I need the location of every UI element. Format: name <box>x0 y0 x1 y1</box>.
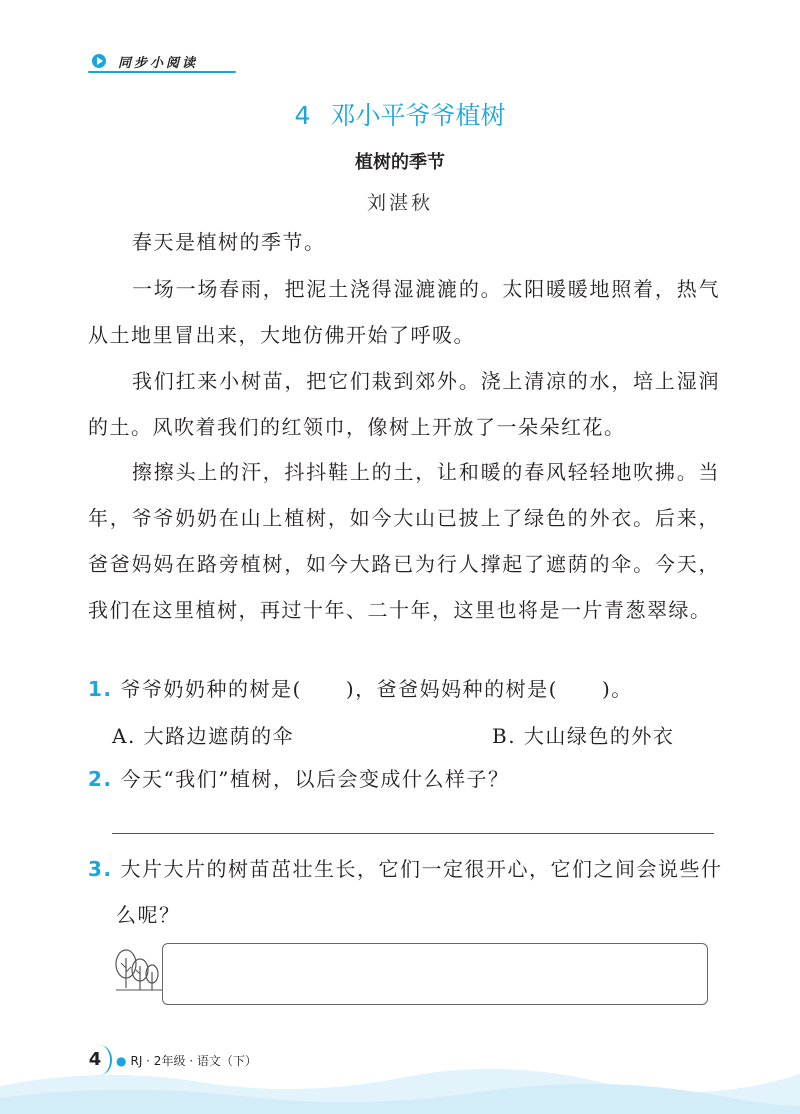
question-2-text: 今天“我们”植树，以后会变成什么样子？ <box>120 767 510 791</box>
question-3-number: 3. <box>88 857 113 881</box>
option-b: B. 大山绿色的外衣 <box>492 724 675 748</box>
lesson-number: 4 <box>294 101 311 130</box>
page-number-badge <box>82 1047 108 1073</box>
lesson-title <box>0 96 800 132</box>
question-2-number: 2. <box>88 767 113 791</box>
play-circle-icon <box>92 54 106 68</box>
question-1-text-part3: )。 <box>601 677 633 701</box>
question-1-text-part1: 爷爷奶奶种的树是( <box>120 677 302 701</box>
article-author: 刘湛秋 <box>366 192 433 214</box>
article-title: 植树的季节 <box>355 152 445 173</box>
answer-box[interactable] <box>162 943 708 1005</box>
footer-info <box>116 1052 257 1069</box>
question-2 <box>88 756 728 802</box>
paragraph-3: 我们扛来小树苗，把它们栽到郊外。浇上清凉的水，培上湿润的土。风吹着我们的红领巾，像树上开放了一朵朵红花。 <box>88 369 720 439</box>
bullet-icon: ● <box>116 1054 127 1068</box>
footer-info-text: RJ · 2年级 · 语文（下） <box>130 1054 257 1068</box>
question-3-text: 大片大片的树苗茁壮生长，它们一定很开心，它们之间会说些什么呢？ <box>116 857 723 927</box>
question-1-number: 1. <box>88 677 113 701</box>
question-1-text-part2: )，爸爸妈妈种的树是( <box>345 677 558 701</box>
option-a: A. 大路边遮荫的伞 <box>112 724 295 748</box>
section-header <box>88 50 236 76</box>
section-header-label: 同步小阅读 <box>118 56 199 71</box>
paragraph-4: 擦擦头上的汗，抖抖鞋上的土，让和暖的春风轻轻地吹拂。当年，爷爷奶奶在山上植树，如今大山已披上了绿色的外衣。后来，爸爸妈妈在路旁植树，如今大路已为行人撑起了遮荫的伞。今天，我们在这里植树，再过十年、二十年，这里也将是一片青葱翠绿。 <box>88 460 720 622</box>
lesson-title-text: 邓小平爷爷植树 <box>330 101 506 130</box>
page-number: 4 <box>88 1049 102 1070</box>
header-underline <box>88 71 236 73</box>
paragraph-2: 一场一场春雨，把泥土浇得湿漉漉的。太阳暖暖地照着，热气从土地里冒出来，大地仿佛开始了呼吸。 <box>88 277 720 347</box>
trees-icon <box>110 944 170 994</box>
question-1 <box>88 666 728 712</box>
answer-line[interactable] <box>112 833 714 834</box>
question-3 <box>88 846 728 938</box>
paragraph-1: 春天是植树的季节。 <box>132 230 326 254</box>
